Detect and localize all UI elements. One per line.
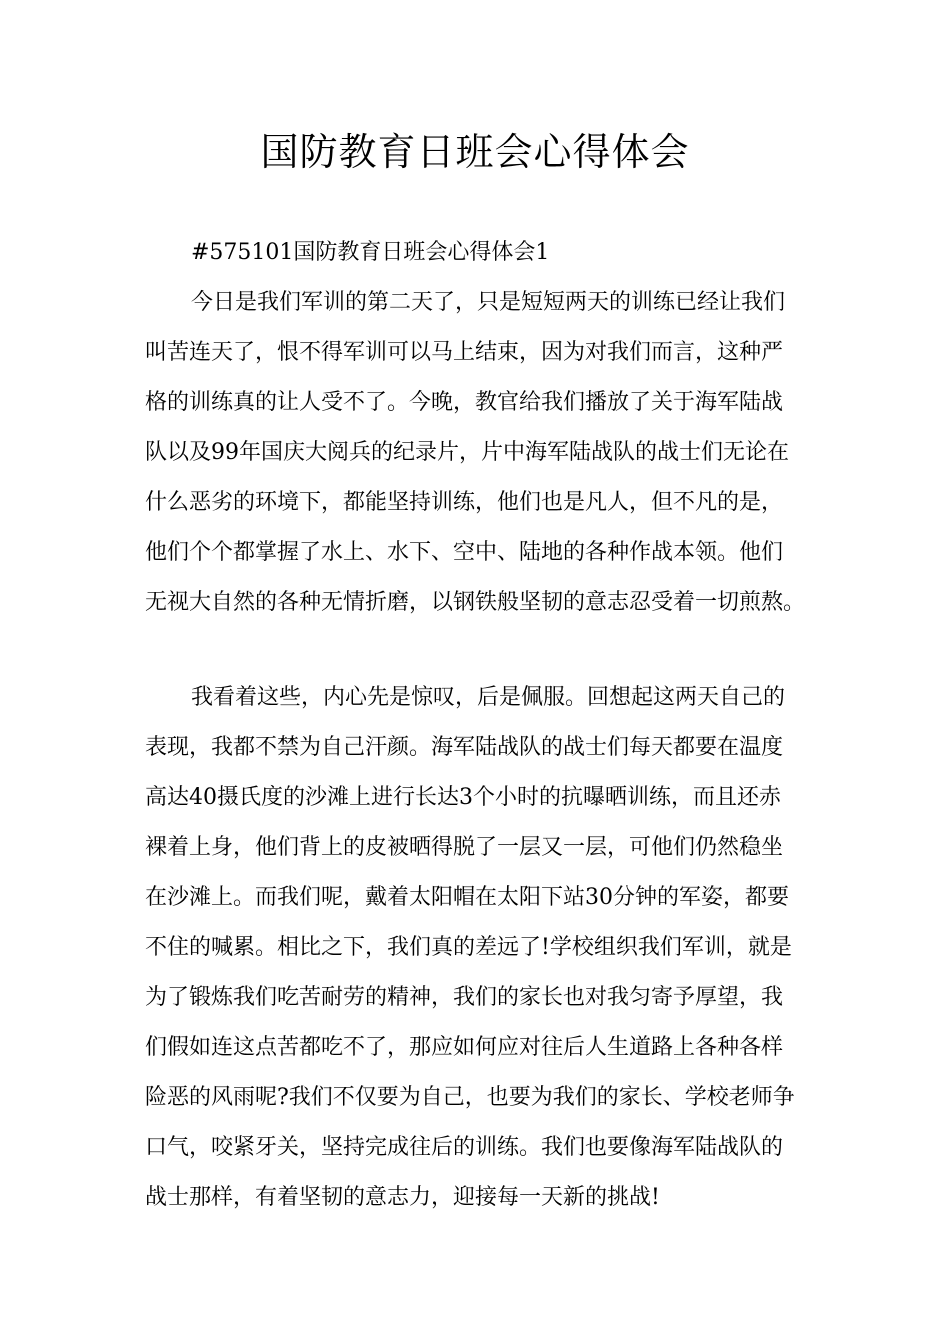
paragraph-line: 我看着这些，内心先是惊叹，后是佩服。回想起这两天自己的 [191, 685, 786, 710]
paragraph-1 [145, 278, 813, 628]
paragraph-line: 他们个个都掌握了水上、水下、空中、陆地的各种作战本领。他们 [145, 540, 784, 565]
document-title: 国防教育日班会心得体会 [260, 130, 690, 174]
paragraph-line: 无视大自然的各种无情折磨，以钢铁般坚韧的意志忍受着一切煎熬。 [145, 590, 806, 615]
document-subheading: #575101国防教育日班会心得体会1 [191, 240, 550, 265]
paragraph-line: 队以及99年国庆大阅兵的纪录片，片中海军陆战队的战士们无论在 [145, 440, 789, 465]
paragraph-line: 们假如连这点苦都吃不了，那应如何应对往后人生道路上各种各样 [145, 1035, 784, 1060]
paragraph-line: 在沙滩上。而我们呢，戴着太阳帽在太阳下站30分钟的军姿，都要 [145, 885, 789, 910]
paragraph-line: 表现，我都不禁为自己汗颜。海军陆战队的战士们每天都要在温度 [145, 735, 784, 760]
paragraph-line: 叫苦连天了，恨不得军训可以马上结束，因为对我们而言，这种严 [145, 340, 784, 365]
paragraph-line: 不住的喊累。相比之下，我们真的差远了!学校组织我们军训，就是 [145, 935, 792, 960]
paragraph-line: 裸着上身，他们背上的皮被晒得脱了一层又一层，可他们仍然稳坐 [145, 835, 784, 860]
paragraph-line: 什么恶劣的环境下，都能坚持训练，他们也是凡人，但不凡的是， [145, 490, 784, 515]
paragraph-line: 口气，咬紧牙关，坚持完成往后的训练。我们也要像海军陆战队的 [145, 1135, 784, 1160]
paragraph-line: 格的训练真的让人受不了。今晚，教官给我们播放了关于海军陆战 [145, 390, 784, 415]
paragraph-line: 为了锻炼我们吃苦耐劳的精神，我们的家长也对我匀寄予厚望，我 [145, 985, 784, 1010]
paragraph-2 [145, 673, 813, 1223]
paragraph-line: 高达40摄氏度的沙滩上进行长达3个小时的抗曝晒训练，而且还赤 [145, 785, 781, 810]
paragraph-line: 险恶的风雨呢?我们不仅要为自己，也要为我们的家长、学校老师争 [145, 1085, 795, 1110]
paragraph-line: 今日是我们军训的第二天了，只是短短两天的训练已经让我们 [191, 290, 786, 315]
paragraph-line: 战士那样，有着坚韧的意志力，迎接每一天新的挑战! [145, 1185, 660, 1210]
